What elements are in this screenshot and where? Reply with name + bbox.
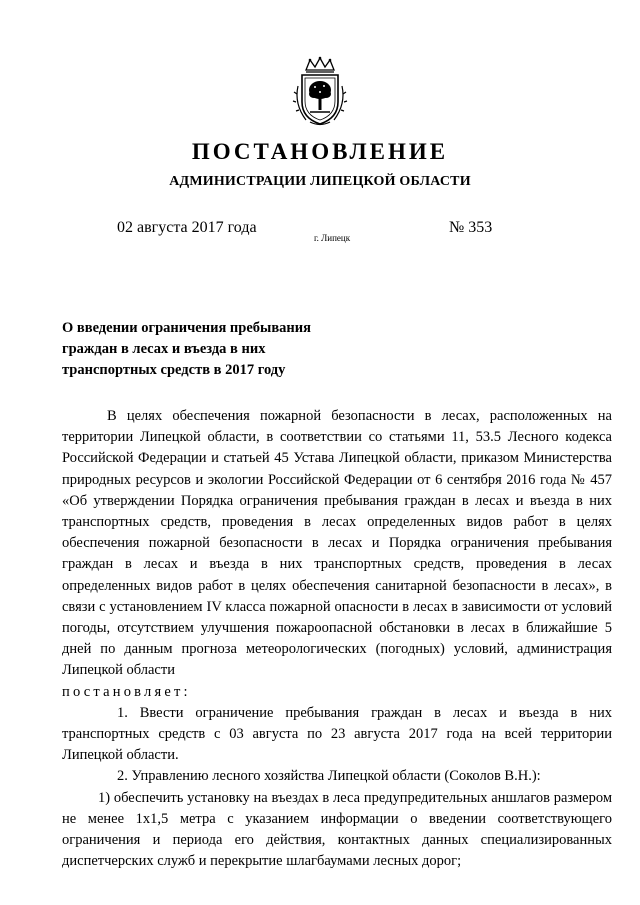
document-number: № 353 <box>449 219 493 236</box>
issuing-authority: АДМИНИСТРАЦИИ ЛИПЕЦКОЙ ОБЛАСТИ <box>169 174 471 189</box>
heading-line: О введении ограничения пребывания <box>62 320 311 336</box>
heading-line: транспортных средств в 2017 году <box>62 362 286 378</box>
clause-2: 2. Управлению лесного хозяйства Липецкой области (Соколов В.Н.): <box>117 768 541 785</box>
clause-1: 1. Ввести ограничение пребывания граждан в лесах и въезда в них транспортных средств с 03 августа по 23 августа 2017 года на всей территории Липецкой области. <box>62 704 612 764</box>
document-date: 02 августа 2017 года <box>117 219 257 236</box>
resolves-line: постановляет: <box>62 683 191 700</box>
document-body <box>62 406 612 872</box>
heading-line: граждан в лесах и въезда в них <box>62 341 266 357</box>
preamble-paragraph: В целях обеспечения пожарной безопасности в лесах, расположенных на территории Липецкой области, в соответствии со статьями 11, 53.5 Лесного кодекса Российской Федерации и статьей 45 Устава Липецкой области, приказом Министерства природных ресурсов и экологии Российской Федерации от 6 сентября 2016 года № 457 «Об утверждении Порядка ограничения пребывания граждан в лесах и въезда в них транспортных средств, проведения в лесах определенных видов работ в целях обеспечения пожарной безопасности в лесах и Порядка ограничения пребывания граждан в лесах и въезда в них транспортных средств, проведения в лесах определенных видов работ в целях обеспечения санитарной безопасности в лесах», в связи с установлением IV класса пожарной опасности в лесах в зависимости от условий погоды, отсутствием улучшения пожароопасной обстановки в лесах в ближайшие 5 дней по данным прогноза метеорологических (погодных) условий, администрация Липецкой области <box>62 408 612 679</box>
document-title: ПОСТАНОВЛЕНИЕ <box>191 139 449 164</box>
document-heading <box>62 318 382 381</box>
document-city: г. Липецк <box>314 233 351 243</box>
clause-2-1: 1) обеспечить установку на въездах в леса предупредительных аншлагов размером не менее 1х1,5 метра с указанием информации о введении соответствующего ограничения и периода его действия, контактных данных специализированных диспетчерских служб и перекрытие шлагбаумами лесных дорог; <box>62 789 612 870</box>
coat-of-arms-icon <box>288 56 352 128</box>
